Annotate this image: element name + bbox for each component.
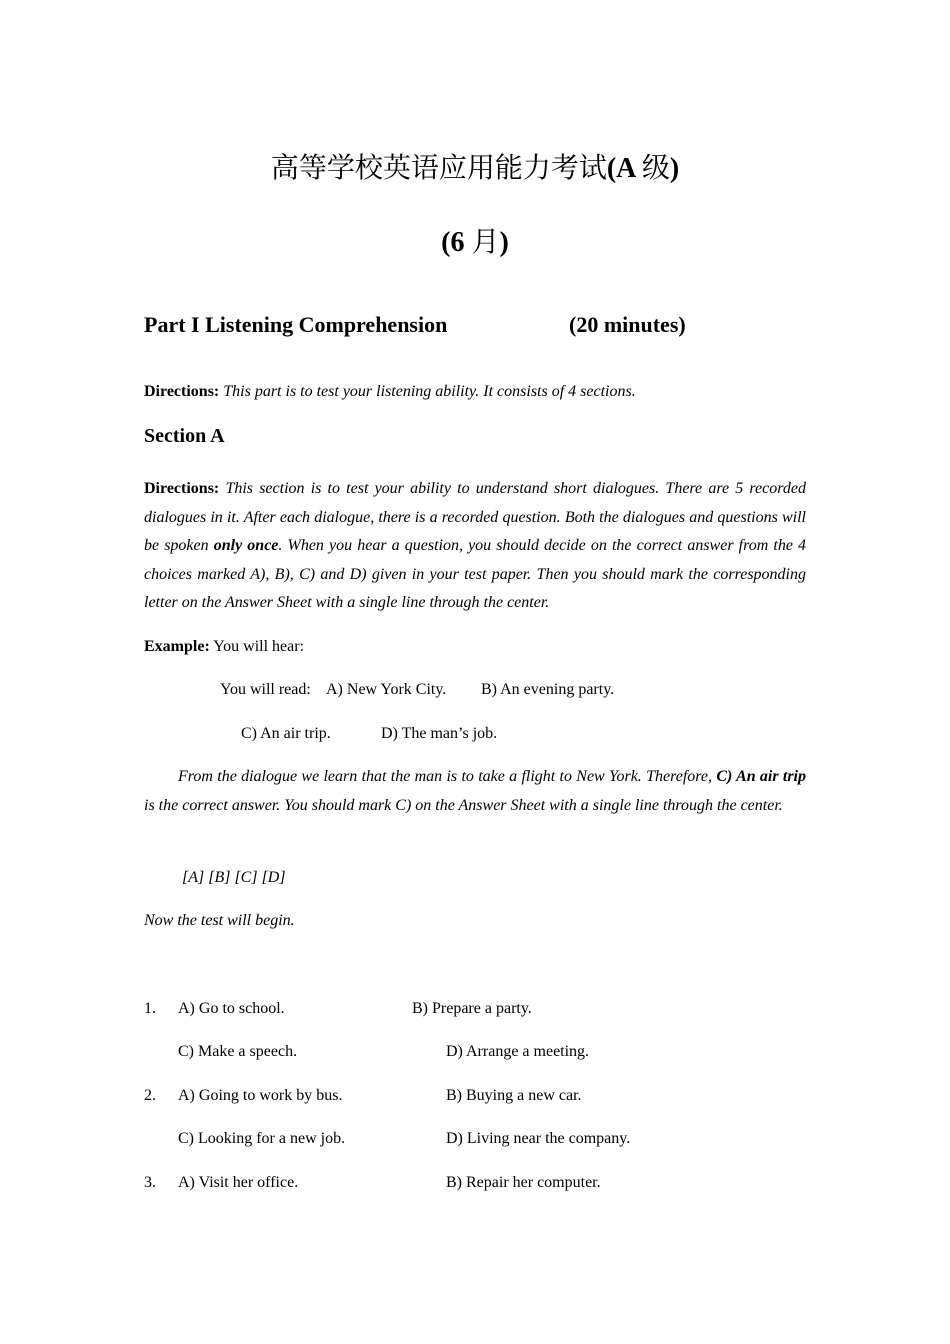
example-answer-marks: [A] [B] [C] [D] bbox=[182, 869, 286, 886]
test-begin-text: Now the test will begin. bbox=[144, 912, 295, 929]
section-heading: Section A bbox=[144, 425, 225, 447]
example-option-b: B) An evening party. bbox=[481, 681, 615, 698]
question-option: A) Going to work by bus. bbox=[178, 1087, 343, 1104]
example-option-a: A) New York City. bbox=[326, 681, 447, 698]
question-option: A) Go to school. bbox=[178, 1000, 285, 1017]
part-directions-text: This part is to test your listening ability. It consists of 4 sections. bbox=[223, 383, 636, 400]
part-directions bbox=[144, 378, 636, 407]
part-heading: Part I Listening Comprehension bbox=[144, 312, 448, 337]
exam-title-level: (A bbox=[606, 153, 635, 184]
question-option: B) Buying a new car. bbox=[446, 1087, 582, 1104]
question-option: B) Prepare a party. bbox=[412, 1000, 532, 1017]
question-option: A) Visit her office. bbox=[178, 1174, 299, 1191]
section-directions-text-2: . When you hear a question, you should decide on the correct answer from the 4 choices marked A), B), C) and D) given in your test paper. Then you should mark the corresponding letter on the Answer Sheet with a single line through the center. bbox=[144, 537, 807, 612]
example-hear: You will hear: bbox=[213, 638, 305, 655]
part-directions-label: Directions: bbox=[144, 383, 220, 400]
question-option: B) Repair her computer. bbox=[446, 1174, 601, 1191]
example-read-label: You will read: bbox=[220, 681, 311, 698]
example-explanation bbox=[144, 763, 806, 820]
section-directions-emphasis: only once bbox=[213, 537, 279, 555]
exam-subtitle-close: ) bbox=[499, 227, 509, 258]
question-number: 2. bbox=[144, 1087, 156, 1104]
question-option: D) Arrange a meeting. bbox=[446, 1043, 590, 1060]
question-option: C) Looking for a new job. bbox=[178, 1130, 346, 1147]
example-option-c: C) An air trip. bbox=[241, 725, 331, 742]
exam-title-level-cjk: 级 bbox=[641, 151, 670, 184]
question-option: C) Make a speech. bbox=[178, 1043, 298, 1060]
exam-subtitle-start: (6 bbox=[441, 227, 465, 258]
section-directions-label: Directions: bbox=[144, 480, 220, 497]
question-option: D) Living near the company. bbox=[446, 1130, 631, 1147]
example-label: Example: bbox=[144, 638, 210, 655]
exam-title-cjk: 高等学校英语应用能力考试 bbox=[270, 151, 607, 184]
question-number: 1. bbox=[144, 1000, 156, 1017]
exam-subtitle bbox=[0, 224, 950, 261]
example-explanation-answer: C) An air trip bbox=[716, 768, 807, 785]
question-number: 3. bbox=[144, 1174, 156, 1191]
part-time: (20 minutes) bbox=[569, 312, 686, 337]
exam-title-close: ) bbox=[669, 153, 680, 184]
section-directions-text-1: This section is to test your ability to understand short dialogues. There are 5 recorded dialogues in it. After each dialogue, there is a recorded question. Both the dialogues and questions will be spoken bbox=[144, 480, 806, 555]
example-line bbox=[144, 633, 304, 662]
example-explanation-1: From the dialogue we learn that the man is to take a flight to New York. Therefore, bbox=[178, 768, 713, 785]
exam-subtitle-month: 月 bbox=[471, 225, 500, 258]
section-directions bbox=[144, 475, 806, 618]
exam-title bbox=[0, 150, 950, 187]
example-option-d: D) The man’s job. bbox=[381, 725, 498, 742]
example-explanation-2: is the correct answer. You should mark C) on the Answer Sheet with a single line through the center. bbox=[144, 796, 783, 814]
